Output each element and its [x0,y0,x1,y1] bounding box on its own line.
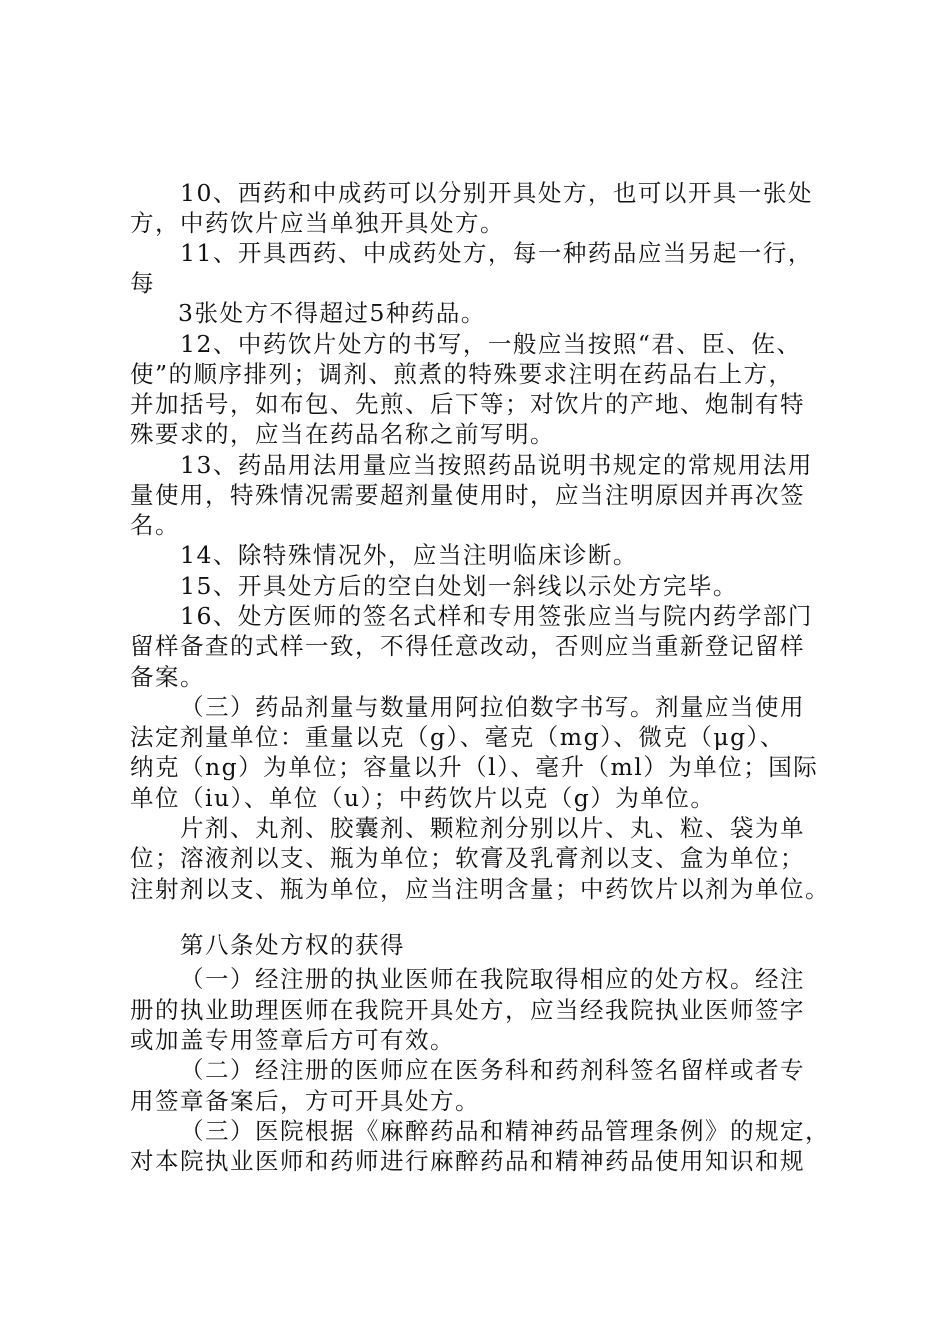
text-line-12: 名。 [130,511,180,539]
text-line-4: 每 [130,269,155,297]
text-line-2: 方，中药饮片应当单独开具处方。 [130,209,505,237]
text-line-10: 13、药品用法用量应当按照药品说明书规定的常规用法用 [180,451,813,479]
text-line-17: 备案。 [130,663,205,691]
text-line-11: 量使用，特殊情况需要超剂量使用时，应当注明原因并再次签 [130,481,805,509]
text-line-23: 位；溶液剂以支、瓶为单位；软膏及乳膏剂以支、盒为单位； [130,844,805,872]
text-line-14: 15、开具处方后的空白处划一斜线以示处方完毕。 [180,572,738,600]
text-line-28: 或加盖专用签章后方可有效。 [130,1026,455,1054]
text-line-29: （二）经注册的医师应在医务科和药剂科签名留样或者专 [180,1056,805,1084]
text-line-1: 10、西药和中成药可以分别开具处方，也可以开具一张处 [180,179,813,207]
text-line-24: 注射剂以支、瓶为单位，应当注明含量；中药饮片以剂为单位。 [130,875,830,903]
text-line-32: 对本院执业医师和药师进行麻醉药品和精神药品使用知识和规 [130,1147,805,1175]
text-line-15: 16、处方医师的签名式样和专用签张应当与院内药学部门 [180,602,813,630]
text-line-27: 册的执业助理医师在我院开具处方，应当经我院执业医师签字 [130,996,805,1024]
text-line-5: 3张处方不得超过5种药品。 [178,299,486,327]
text-line-21: 单位（iu）、单位（u）；中药饮片以克（g）为单位。 [130,784,716,812]
text-line-20: 纳克（ng）为单位；容量以升（l）、毫升（ml）为单位；国际 [130,753,819,781]
text-line-31: （三）医院根据《麻醉药品和精神药品管理条例》的规定， [180,1117,830,1145]
section-heading: 第八条处方权的获得 [180,931,405,959]
text-line-3: 11、开具西药、中成药处方，每一种药品应当另起一行， [180,239,813,267]
text-line-13: 14、除特殊情况外，应当注明临床诊断。 [180,541,638,569]
text-line-7: 使”的顺序排列；调剂、煎煮的特殊要求注明在药品右上方， [130,360,794,388]
text-line-30: 用签章备案后，方可开具处方。 [130,1087,480,1115]
text-line-16: 留样备查的式样一致，不得任意改动，否则应当重新登记留样 [130,632,805,660]
text-line-8: 并加括号，如布包、先煎、后下等；对饮片的产地、炮制有特 [130,390,805,418]
text-line-19: 法定剂量单位：重量以克（g）、毫克（mg）、微克（μg）、 [130,723,785,751]
text-line-22: 片剂、丸剂、胶囊剂、颗粒剂分别以片、丸、粒、袋为单 [180,814,805,842]
text-line-26: （一）经注册的执业医师在我院取得相应的处方权。经注 [180,965,805,993]
text-line-9: 殊要求的，应当在药品名称之前写明。 [130,420,555,448]
text-line-18: （三）药品剂量与数量用阿拉伯数字书写。剂量应当使用 [180,693,805,721]
text-line-6: 12、中药饮片处方的书写，一般应当按照“君、臣、佐、 [180,330,802,358]
